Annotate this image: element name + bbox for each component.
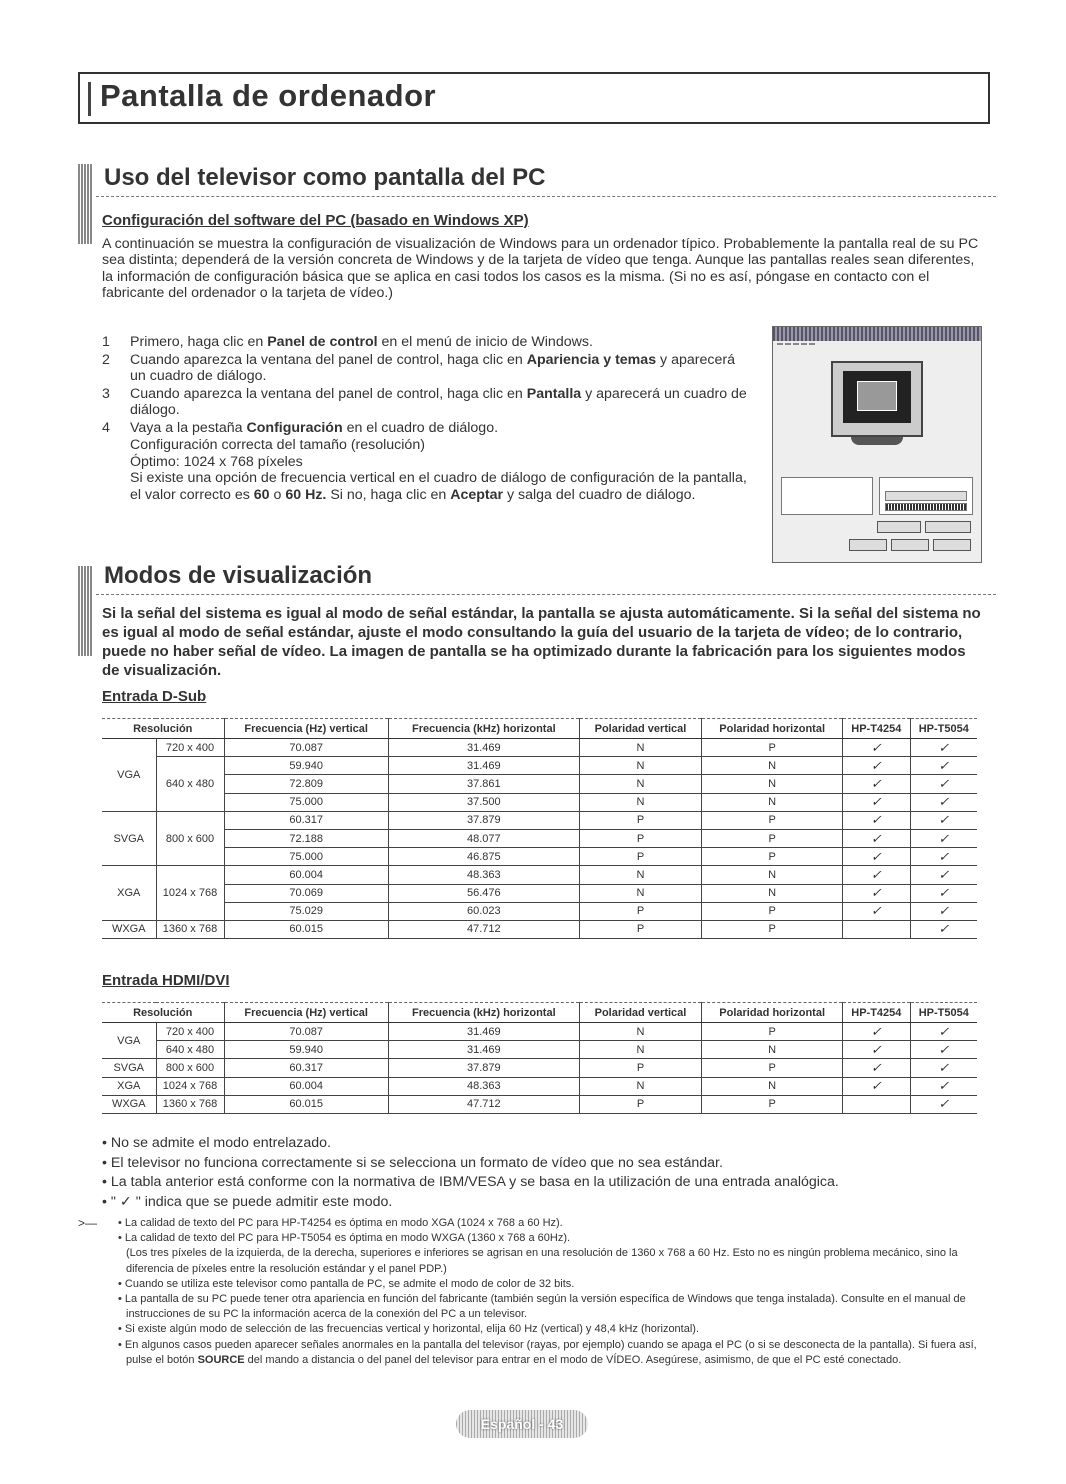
monitor-icon: [831, 361, 923, 437]
note-arrow-icon: >—: [78, 1216, 98, 1230]
header-horizontal-polarity: Polaridad horizontal: [702, 1003, 843, 1023]
header-horizontal-freq: Frecuencia (kHz) horizontal: [388, 719, 579, 739]
cell-resolution: 1360 x 768: [156, 1095, 224, 1113]
cell-resolution: 1024 x 768: [156, 1077, 224, 1095]
section2-intro: Si la señal del sistema es igual al modo de señal estándar, la pantalla se ajusta automáticamente. Si la señal del sistema no es igual al modo de señal estándar, ajuste el modo consultando la guía del usuario de la tarjeta de vídeo; de lo contrario, puede no haber señal de vídeo. La imagen de pantalla se ha optimizado durante la fabricación para los siguientes modos de visualización.: [102, 605, 981, 679]
notes-bullets: [102, 1134, 982, 1212]
cell-vertical-polarity: N: [579, 1077, 701, 1095]
cell-vertical-freq: 70.087: [224, 739, 388, 757]
table-row: [102, 884, 977, 902]
cell-horizontal-freq: 48.363: [388, 866, 579, 884]
cell-resolution: 800 x 600: [156, 1059, 224, 1077]
step-number: 1: [102, 334, 110, 350]
steps-list: [102, 334, 752, 503]
cell-hp-t4254: ✓: [843, 848, 911, 866]
cell-hp-t5054: ✓: [910, 793, 977, 811]
cell-horizontal-freq: 37.879: [388, 1059, 579, 1077]
cell-vertical-polarity: P: [579, 811, 701, 829]
cell-horizontal-polarity: N: [702, 1041, 843, 1059]
table-row: [102, 775, 977, 793]
cell-horizontal-polarity: P: [702, 902, 843, 920]
cell-resolution: 800 x 600: [156, 811, 224, 866]
header-horizontal-polarity: Polaridad horizontal: [702, 719, 843, 739]
cell-hp-t4254: ✓: [843, 884, 911, 902]
bullet-item: • La tabla anterior está conforme con la normativa de IBM/VESA y se basa en la utilización de una entrada analógica.: [102, 1174, 839, 1190]
cell-hp-t4254: ✓: [843, 1041, 911, 1059]
cell-resolution: 720 x 400: [156, 1023, 224, 1041]
cell-horizontal-freq: 37.861: [388, 775, 579, 793]
cell-horizontal-freq: 48.077: [388, 829, 579, 847]
page-title: Pantalla de ordenador: [100, 78, 437, 113]
note-item: • La calidad de texto del PC para HP-T4254 es óptima en modo XGA (1024 x 768 a 60 Hz).: [118, 1217, 563, 1229]
table-row: [102, 829, 977, 847]
cell-vertical-polarity: P: [579, 902, 701, 920]
display-properties-illustration: [772, 326, 982, 563]
cell-mode: XGA: [102, 866, 156, 921]
cell-vertical-polarity: N: [579, 866, 701, 884]
step-item: [102, 386, 752, 419]
table-row: [102, 793, 977, 811]
cell-vertical-freq: 59.940: [224, 757, 388, 775]
cell-horizontal-polarity: P: [702, 829, 843, 847]
cell-vertical-freq: 75.000: [224, 848, 388, 866]
advanced-button-icon: [925, 521, 971, 533]
header-hp-t4254: HP-T4254: [843, 719, 911, 739]
cell-hp-t5054: ✓: [910, 884, 977, 902]
cell-vertical-polarity: P: [579, 1095, 701, 1113]
header-horizontal-freq: Frecuencia (kHz) horizontal: [388, 1003, 579, 1023]
page-number-badge: Español - 43: [456, 1410, 588, 1438]
cell-horizontal-polarity: N: [702, 866, 843, 884]
cell-hp-t4254: ✓: [843, 775, 911, 793]
cell-vertical-polarity: P: [579, 920, 701, 938]
section-rule: [96, 594, 996, 595]
table-row: [102, 1041, 977, 1059]
cell-vertical-polarity: N: [579, 775, 701, 793]
troubleshoot-button-icon: [877, 521, 921, 533]
step-item: [102, 334, 752, 351]
header-resolution: Resolución: [102, 719, 224, 739]
header-vertical-polarity: Polaridad vertical: [579, 719, 701, 739]
cell-hp-t5054: ✓: [910, 1041, 977, 1059]
note-item: • La pantalla de su PC puede tener otra apariencia en función del fabricante (también según la versión específica de Windows que tenga instalada). Consulte en el manual de instrucciones de su PC la información acerca de la conexión del PC a un televisor.: [118, 1293, 966, 1321]
cell-hp-t4254: ✓: [843, 866, 911, 884]
cell-hp-t5054: ✓: [910, 1077, 977, 1095]
step-item: [102, 352, 752, 385]
cell-horizontal-polarity: N: [702, 793, 843, 811]
cell-hp-t5054: ✓: [910, 739, 977, 757]
cell-horizontal-freq: 60.023: [388, 902, 579, 920]
title-accent-bar: [88, 82, 91, 116]
cell-horizontal-polarity: N: [702, 775, 843, 793]
cell-horizontal-polarity: P: [702, 739, 843, 757]
table-row: [102, 757, 977, 775]
cell-hp-t4254: ✓: [843, 739, 911, 757]
section1-intro: A continuación se muestra la configuración de visualización de Windows para un ordenador típico. Probablemente la pantalla real de su PC sea distinta; dependerá de la versión concreta de Windows y de la tarjeta de vídeo que tenga. Aunque las pantallas reales sean diferentes, la información de configuración básica que se aplica en casi todos los casos es la misma. (Si no es así, póngase en contacto con el fabricante del ordenador o la tarjeta de vídeo.): [102, 236, 979, 301]
table-row: [102, 920, 977, 938]
step-text: Vaya a la pestaña Configuración en el cuadro de diálogo.: [130, 419, 499, 436]
cell-vertical-freq: 60.317: [224, 1059, 388, 1077]
step4-optimal-resolution: Óptimo: 1024 x 768 píxeles: [130, 453, 303, 470]
cell-hp-t4254: ✓: [843, 1023, 911, 1041]
cell-resolution: 1024 x 768: [156, 866, 224, 921]
cell-hp-t4254: ✓: [843, 793, 911, 811]
cell-vertical-freq: 72.809: [224, 775, 388, 793]
table-row: [102, 1077, 977, 1095]
cell-horizontal-polarity: P: [702, 920, 843, 938]
cell-horizontal-polarity: P: [702, 1095, 843, 1113]
cell-horizontal-freq: 48.363: [388, 1077, 579, 1095]
cell-horizontal-polarity: P: [702, 811, 843, 829]
cell-horizontal-freq: 37.500: [388, 793, 579, 811]
header-hp-t5054: HP-T5054: [910, 719, 977, 739]
cell-resolution: 640 x 480: [156, 1041, 224, 1059]
cell-vertical-freq: 60.317: [224, 811, 388, 829]
table-row: [102, 1059, 977, 1077]
header-hp-t4254: HP-T4254: [843, 1003, 911, 1023]
cell-vertical-polarity: N: [579, 757, 701, 775]
note-item: • En algunos casos pueden aparecer señales anormales en la pantalla del televisor (rayas, por ejemplo) cuando se apaga el PC (o si se desconecta de la pantalla). Si fuera así, pulse el botón SOURCE del mando a distancia o del panel del televisor para entrar en el modo de VÍDEO. Asegúrese, asimismo, de que el PC esté conectado.: [118, 1338, 977, 1366]
cell-horizontal-freq: 31.469: [388, 1023, 579, 1041]
table-row: [102, 1023, 977, 1041]
section-marker: [78, 566, 92, 656]
step-text: Cuando aparezca la ventana del panel de control, haga clic en Pantalla y aparecerá un cuadro de diálogo.: [130, 385, 747, 418]
cell-hp-t4254: ✓: [843, 1077, 911, 1095]
cancel-button-icon: [891, 539, 929, 551]
cell-horizontal-polarity: P: [702, 1059, 843, 1077]
cell-hp-t5054: ✓: [910, 866, 977, 884]
cell-hp-t5054: ✓: [910, 811, 977, 829]
cell-vertical-polarity: N: [579, 793, 701, 811]
cell-vertical-freq: 60.015: [224, 1095, 388, 1113]
cell-horizontal-freq: 37.879: [388, 811, 579, 829]
cell-vertical-freq: 60.015: [224, 920, 388, 938]
color-bar: [885, 503, 967, 511]
section-rule: [96, 196, 996, 197]
cell-hp-t5054: ✓: [910, 829, 977, 847]
cell-horizontal-polarity: P: [702, 848, 843, 866]
cell-hp-t4254: ✓: [843, 1059, 911, 1077]
cell-horizontal-freq: 47.712: [388, 920, 579, 938]
table-header-row: [102, 719, 977, 739]
cell-vertical-polarity: N: [579, 1041, 701, 1059]
cell-horizontal-freq: 31.469: [388, 739, 579, 757]
hdmi-modes-table: [102, 1002, 977, 1114]
section1-subhead: Configuración del software del PC (basado en Windows XP): [102, 212, 529, 229]
table-row: [102, 1095, 977, 1113]
cell-mode: VGA: [102, 1023, 156, 1059]
dsub-table-label: Entrada D-Sub: [102, 688, 207, 705]
note-item: • Cuando se utiliza este televisor como pantalla de PC, se admite el modo de color de 32 bits.: [118, 1277, 575, 1290]
cell-mode: SVGA: [102, 1059, 156, 1077]
monitor-stand-icon: [851, 437, 903, 445]
header-vertical-freq: Frecuencia (Hz) vertical: [224, 1003, 388, 1023]
cell-hp-t4254: ✓: [843, 829, 911, 847]
dialog-titlebar: [773, 327, 981, 341]
table-header-row: [102, 1003, 977, 1023]
cell-vertical-freq: 75.029: [224, 902, 388, 920]
cell-hp-t5054: ✓: [910, 775, 977, 793]
color-quality-select: [885, 491, 967, 501]
cell-vertical-freq: 60.004: [224, 1077, 388, 1095]
cell-hp-t4254: ✓: [843, 902, 911, 920]
table-row: [102, 739, 977, 757]
header-vertical-polarity: Polaridad vertical: [579, 1003, 701, 1023]
cell-hp-t4254: [843, 920, 911, 938]
bullet-item: • No se admite el modo entrelazado.: [102, 1135, 331, 1151]
cell-vertical-freq: 60.004: [224, 866, 388, 884]
cell-mode: XGA: [102, 1077, 156, 1095]
cell-horizontal-freq: 31.469: [388, 1041, 579, 1059]
ok-button-icon: [849, 539, 887, 551]
fine-print-notes: [78, 1216, 978, 1368]
cell-hp-t5054: ✓: [910, 848, 977, 866]
table-row: [102, 902, 977, 920]
section-marker: [78, 164, 92, 244]
bullet-item: • " ✓ " indica que se puede admitir este modo.: [102, 1193, 393, 1210]
cell-hp-t5054: ✓: [910, 1059, 977, 1077]
cell-mode: VGA: [102, 739, 156, 812]
note-subtext: (Los tres píxeles de la izquierda, de la derecha, superiores e inferiores se agrisan en una resolución de 1360 x 768 a 60 Hz. Esto no es ningún problema mecánico, sino la diferencia de píxeles entre la resolución estándar y el panel PDP.): [126, 1247, 958, 1275]
cell-resolution: 720 x 400: [156, 739, 224, 757]
cell-horizontal-polarity: N: [702, 884, 843, 902]
step4-frequency-note: Si existe una opción de frecuencia vertical en el cuadro de diálogo de configuración de la pantalla, el valor correcto es 60 o 60 Hz. Si no, haga clic en Aceptar y salga del cuadro de diálogo.: [130, 470, 747, 503]
page-title-box: [78, 72, 990, 124]
note-item: • La calidad de texto del PC para HP-T5054 es óptima en modo WXGA (1360 x 768 a 60Hz).: [118, 1232, 571, 1245]
hdmi-table-label: Entrada HDMI/DVI: [102, 972, 230, 989]
cell-hp-t5054: ✓: [910, 902, 977, 920]
step-item: [102, 420, 752, 437]
table-row: [102, 866, 977, 884]
cell-horizontal-polarity: N: [702, 757, 843, 775]
cell-hp-t5054: ✓: [910, 920, 977, 938]
cell-vertical-freq: 59.940: [224, 1041, 388, 1059]
cell-vertical-freq: 72.188: [224, 829, 388, 847]
cell-resolution: 640 x 480: [156, 757, 224, 812]
step-text: Cuando aparezca la ventana del panel de control, haga clic en Apariencia y temas y aparecerá un cuadro de diálogo.: [130, 351, 735, 384]
cell-vertical-freq: 75.000: [224, 793, 388, 811]
cell-mode: SVGA: [102, 811, 156, 866]
header-vertical-freq: Frecuencia (Hz) vertical: [224, 719, 388, 739]
cell-horizontal-polarity: N: [702, 1077, 843, 1095]
cell-hp-t4254: [843, 1095, 911, 1113]
cell-hp-t5054: ✓: [910, 757, 977, 775]
note-item: • Si existe algún modo de selección de las frecuencias vertical y horizontal, elija 60 Hz (vertical) y 48,4 kHz (horizontal).: [118, 1323, 700, 1336]
cell-vertical-polarity: N: [579, 739, 701, 757]
cell-vertical-polarity: N: [579, 1023, 701, 1041]
bullet-item: • El televisor no funciona correctamente si se selecciona un formato de vídeo que no sea estándar.: [102, 1154, 723, 1171]
cell-horizontal-freq: 47.712: [388, 1095, 579, 1113]
cell-vertical-freq: 70.087: [224, 1023, 388, 1041]
step-number: 2: [102, 351, 110, 368]
cell-mode: WXGA: [102, 920, 156, 938]
apply-button-icon: [933, 539, 971, 551]
cell-hp-t5054: ✓: [910, 1023, 977, 1041]
cell-horizontal-freq: 46.875: [388, 848, 579, 866]
header-resolution: Resolución: [102, 1003, 224, 1023]
cell-hp-t5054: ✓: [910, 1095, 977, 1113]
table-row: [102, 811, 977, 829]
cell-vertical-polarity: P: [579, 1059, 701, 1077]
header-hp-t5054: HP-T5054: [910, 1003, 977, 1023]
step4-resolution-label: Configuración correcta del tamaño (resolución): [130, 437, 425, 453]
resolution-slider-box: [781, 477, 873, 515]
cell-vertical-polarity: N: [579, 884, 701, 902]
dialog-tabs: [773, 341, 981, 347]
table-row: [102, 848, 977, 866]
cell-hp-t4254: ✓: [843, 757, 911, 775]
step-number: 3: [102, 385, 110, 402]
cell-hp-t4254: ✓: [843, 811, 911, 829]
cell-horizontal-freq: 56.476: [388, 884, 579, 902]
cell-horizontal-freq: 31.469: [388, 757, 579, 775]
step-number: 4: [102, 419, 110, 436]
cell-mode: WXGA: [102, 1095, 156, 1113]
step-text: Primero, haga clic en Panel de control en el menú de inicio de Windows.: [130, 334, 593, 350]
cell-vertical-polarity: P: [579, 848, 701, 866]
cell-horizontal-polarity: P: [702, 1023, 843, 1041]
cell-vertical-polarity: P: [579, 829, 701, 847]
cell-resolution: 1360 x 768: [156, 920, 224, 938]
cell-vertical-freq: 70.069: [224, 884, 388, 902]
dsub-modes-table: [102, 718, 977, 939]
